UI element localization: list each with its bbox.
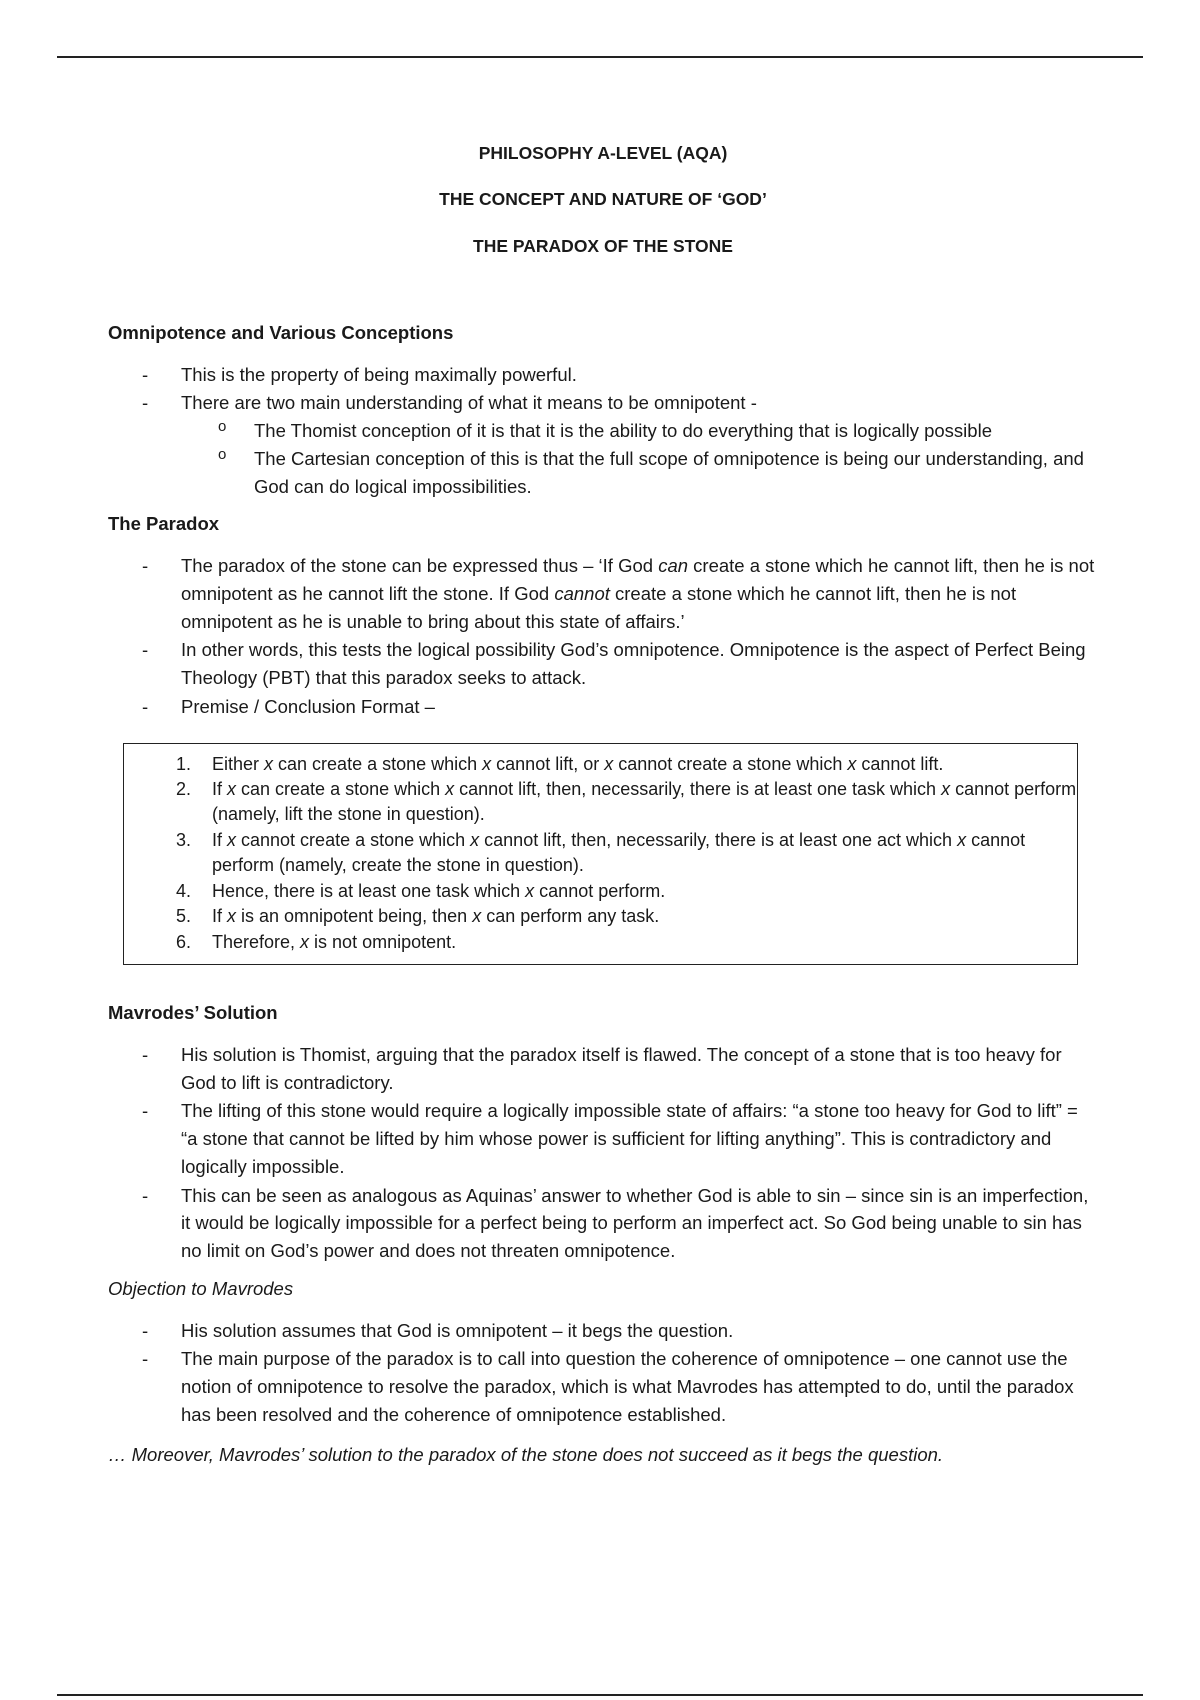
list-item: - His solution is Thomist, arguing that the paradox itself is flawed. The concept of a stone that is too heavy for God to lift is contradictory. bbox=[181, 1041, 1098, 1097]
premise-5 bbox=[176, 904, 1077, 929]
text-fragment: If bbox=[212, 906, 228, 927]
text-fragment: Hence, there is at least one task which bbox=[212, 880, 526, 901]
text-fragment: cannot create a stone which bbox=[613, 753, 848, 774]
premise-1 bbox=[176, 752, 1077, 777]
heading-mavrodes-solution: Mavrodes’ Solution bbox=[108, 1002, 278, 1024]
variable-x: x bbox=[847, 753, 857, 774]
text-fragment: Therefore, bbox=[212, 932, 301, 953]
list-item: - This is the property of being maximally powerful. bbox=[181, 361, 1098, 389]
premise-6 bbox=[176, 930, 1077, 955]
text-fragment: cannot lift, or bbox=[491, 753, 605, 774]
premise-4 bbox=[176, 879, 1077, 904]
text-fragment: The paradox of the stone can be expressed thus – ‘If God bbox=[181, 555, 659, 576]
variable-x: x bbox=[604, 753, 614, 774]
emphasis-can: can bbox=[658, 555, 689, 576]
title-course: PHILOSOPHY A-LEVEL (AQA) bbox=[478, 143, 728, 163]
text-fragment: create a stone which he cannot lift, then he is not omnipotent as he is unable to bring about this state of affairs.’ bbox=[181, 582, 1017, 632]
list-item: - The main purpose of the paradox is to call into question the coherence of omnipotence – one cannot use the notion of omnipotence to resolve the paradox, which is what Mavrodes has attempted to do, until the paradox has been resolved and the coherence of omnipotence established. bbox=[181, 1345, 1098, 1428]
paradox-list bbox=[108, 552, 1098, 721]
text-fragment: create a stone which he cannot lift, then he is not omnipotent as he cannot lift the stone. If God bbox=[181, 555, 1095, 604]
premise-number: 3. bbox=[176, 829, 192, 850]
text-fragment: If bbox=[212, 779, 228, 800]
variable-x: x bbox=[482, 753, 492, 774]
variable-x: x bbox=[227, 906, 237, 927]
conclusion-text: … Moreover, Mavrodes’ solution to the paradox of the stone does not succeed as it begs the question. bbox=[108, 1443, 944, 1465]
heading-objection: Objection to Mavrodes bbox=[108, 1277, 294, 1299]
premise-number: 4. bbox=[176, 880, 192, 901]
list-item bbox=[181, 389, 1098, 500]
text-fragment: Either bbox=[212, 753, 265, 774]
text-fragment: cannot lift, then, necessarily, there is at least one act which bbox=[479, 829, 958, 850]
list-item-text: There are two main understanding of what it means to be omnipotent - bbox=[181, 392, 757, 414]
emphasis-cannot: cannot bbox=[554, 582, 610, 604]
title-block bbox=[108, 140, 1098, 259]
heading-paradox: The Paradox bbox=[108, 513, 220, 535]
mavrodes-list bbox=[108, 1041, 1098, 1265]
variable-x: x bbox=[227, 829, 237, 850]
sublist-item-thomist: o The Thomist conception of it is that it is the ability to do everything that is logically possible bbox=[254, 417, 1098, 445]
variable-x: x bbox=[957, 829, 967, 850]
variable-x: x bbox=[227, 779, 237, 800]
premise-number: 2. bbox=[176, 779, 192, 800]
premise-list bbox=[124, 752, 1077, 956]
list-item: - His solution assumes that God is omnipotent – it begs the question. bbox=[181, 1317, 1098, 1345]
text-fragment: is an omnipotent being, then bbox=[236, 906, 473, 927]
argument-box bbox=[123, 743, 1078, 966]
variable-x: x bbox=[525, 880, 535, 901]
text-fragment: cannot lift. bbox=[856, 753, 944, 774]
omnipotence-list bbox=[108, 361, 1098, 501]
list-item: - In other words, this tests the logical possibility God’s omnipotence. Omnipotence is the aspect of Perfect Being Theology (PBT) that this paradox seeks to attack. bbox=[181, 636, 1098, 692]
sublist-item-cartesian: o The Cartesian conception of this is that the full scope of omnipotence is being our understanding, and God can do logical impossibilities. bbox=[254, 445, 1098, 501]
variable-x: x bbox=[264, 753, 274, 774]
variable-x: x bbox=[941, 779, 951, 800]
text-fragment: can create a stone which bbox=[236, 779, 446, 800]
variable-x: x bbox=[300, 932, 310, 953]
list-item: - This can be seen as analogous as Aquinas’ answer to whether God is able to sin – since sin is an imperfection, it would be logically impossible for a perfect being to perform an imperfect act. So God being unable to sin has no limit on God’s power and does not threaten omnipotence. bbox=[181, 1182, 1098, 1265]
list-item bbox=[181, 552, 1098, 635]
text-fragment: cannot perform. bbox=[534, 880, 666, 901]
text-fragment: If bbox=[212, 829, 228, 850]
text-fragment: can perform any task. bbox=[481, 906, 660, 927]
premise-number: 6. bbox=[176, 932, 192, 953]
list-item: - Premise / Conclusion Format – bbox=[181, 693, 1098, 721]
title-topic: THE CONCEPT AND NATURE OF ‘GOD’ bbox=[439, 189, 767, 210]
list-item: - The lifting of this stone would require a logically impossible state of affairs: “a stone too heavy for God to lift” = “a stone that cannot be lifted by him whose power is sufficient for lifting anything”. This is contradictory and logically impossible. bbox=[181, 1097, 1098, 1180]
conceptions-sublist bbox=[181, 417, 1098, 500]
text-fragment: cannot perform (namely, create the stone in question). bbox=[212, 829, 1026, 875]
footer-rule bbox=[57, 1694, 1143, 1696]
premise-2 bbox=[176, 777, 1077, 827]
text-fragment: cannot lift, then, necessarily, there is at least one task which bbox=[454, 779, 942, 800]
header-rule bbox=[57, 56, 1143, 58]
text-fragment: cannot create a stone which bbox=[236, 829, 471, 850]
objection-list bbox=[108, 1317, 1098, 1429]
document-page bbox=[108, 140, 1098, 1468]
premise-number: 5. bbox=[176, 906, 192, 927]
heading-omnipotence: Omnipotence and Various Conceptions bbox=[108, 321, 454, 343]
text-fragment: cannot perform (namely, lift the stone in question). bbox=[212, 779, 1077, 825]
premise-3 bbox=[176, 828, 1077, 878]
variable-x: x bbox=[470, 829, 480, 850]
variable-x: x bbox=[472, 906, 482, 927]
premise-number: 1. bbox=[176, 753, 192, 774]
text-fragment: is not omnipotent. bbox=[309, 932, 457, 953]
title-subtopic: THE PARADOX OF THE STONE bbox=[473, 235, 733, 256]
text-fragment: can create a stone which bbox=[273, 753, 483, 774]
variable-x: x bbox=[445, 779, 455, 800]
